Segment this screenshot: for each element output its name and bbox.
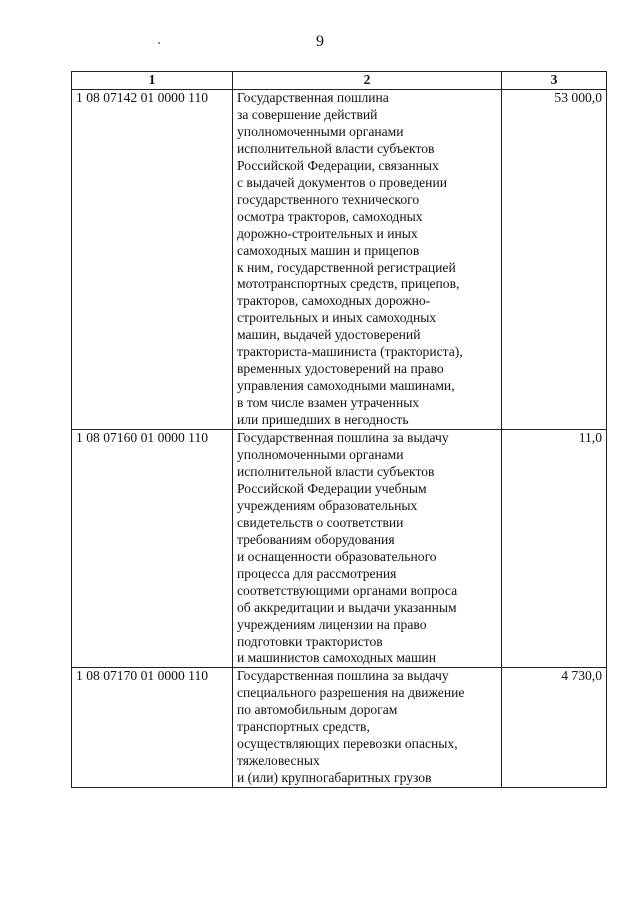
revenue-item-name-line: специального разрешения на движение [237,685,465,701]
page-number: 9 [316,33,324,50]
table-row [72,430,607,668]
revenue-item-name-line: тракториста-машиниста (тракториста), [237,344,463,360]
table-row [72,668,607,788]
revenue-item-name-line: подготовки трактористов [237,633,383,649]
amount-value: 53 000,0 [502,90,607,430]
revenue-item-name-line: за совершение действий [237,106,378,122]
revenue-item-name-line: управления самоходными машинами, [237,378,455,394]
revenue-item-name-line: и машинистов самоходных машин [237,650,436,666]
revenue-item-name-line: с выдачей документов о проведении [237,174,447,190]
revenue-item-name-line: тракторов, самоходных дорожно- [237,293,431,309]
revenue-item-name-line: осуществляющих перевозки опасных, [237,736,458,752]
revenue-item-name-line: государственного технического [237,191,420,207]
revenue-item-name-line: тяжеловесных [237,753,320,769]
revenue-item-name [233,668,502,788]
table-header-row [72,72,607,90]
revenue-item-name-line: или пришедших в негодность [237,412,409,428]
revenue-item-name-line: учреждениям лицензии на право [237,616,427,632]
fee-table [71,71,607,788]
revenue-item-name-line: по автомобильным дорогам [237,702,398,718]
revenue-item-name-line: и оснащенности образовательного [237,548,437,564]
revenue-item-name-line: соответствующими органами вопроса [237,582,458,598]
revenue-item-name-line: исполнительной власти субъектов [237,140,435,156]
revenue-item-name-line: самоходных машин и прицепов [237,242,420,258]
revenue-item-name-line: процесса для рассмотрения [237,565,397,581]
revenue-item-name-line: транспортных средств, [237,719,370,735]
revenue-item-name-line: требованиям оборудования [237,531,395,547]
revenue-item-name-line: в том числе взамен утраченных [237,395,420,411]
amount-value: 11,0 [502,430,607,668]
table-row [72,90,607,430]
revenue-item-name-line: строительных и иных самоходных [237,310,437,326]
revenue-item-name-line: свидетельств о соответствии [237,514,404,530]
budget-classification-code: 1 08 07142 01 0000 110 [72,90,233,430]
revenue-item-name-line: уполномоченными органами [237,447,404,463]
revenue-item-name-line: исполнительной власти субъектов [237,463,435,479]
revenue-item-name-line: об аккредитации и выдачи указанным [237,599,457,615]
revenue-item-name-line: осмотра тракторов, самоходных [237,208,423,224]
revenue-item-name-line: учреждениям образовательных [237,497,418,513]
revenue-item-name-line: дорожно-строительных и иных [237,225,418,241]
budget-classification-code: 1 08 07160 01 0000 110 [72,430,233,668]
column-header-1: 1 [72,72,233,90]
revenue-item-name [233,430,502,668]
column-header-3: 3 [502,72,607,90]
revenue-item-name-line: Российской Федерации, связанных [237,157,439,173]
budget-classification-code: 1 08 07170 01 0000 110 [72,668,233,788]
revenue-item-name-line: временных удостоверений на право [237,361,444,377]
revenue-item-name-line: и (или) крупногабаритных грузов [237,770,432,786]
revenue-item-name-line: мототранспортных средств, прицепов, [237,276,460,292]
revenue-item-name-line: Государственная пошлина [237,90,389,105]
revenue-item-name-line: к ним, государственной регистрацией [237,259,456,275]
revenue-item-name-line: уполномоченными органами [237,123,404,139]
revenue-item-name-line: Государственная пошлина за выдачу [237,668,449,684]
column-header-2: 2 [233,72,502,90]
amount-value: 4 730,0 [502,668,607,788]
revenue-item-name [233,90,502,430]
revenue-item-name-line: Российской Федерации учебным [237,480,427,496]
revenue-item-name-line: Государственная пошлина за выдачу [237,430,449,446]
scan-speck [158,42,160,44]
revenue-item-name-line: машин, выдачей удостоверений [237,327,421,343]
